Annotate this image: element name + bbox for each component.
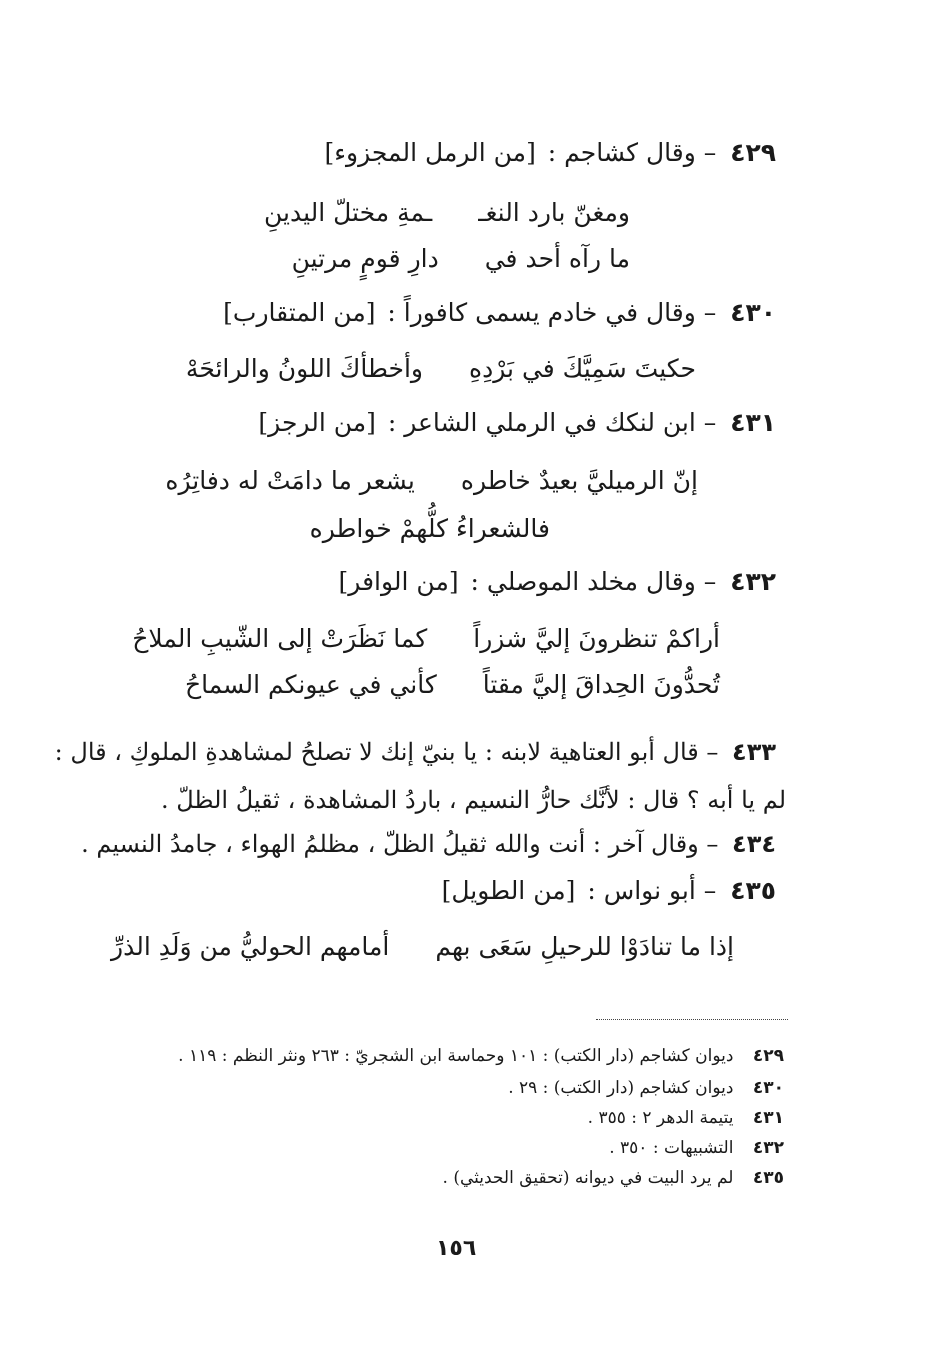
hemistich-first: إذا ما تنادَوْا للرحيلِ سَعَى بهم	[435, 932, 734, 961]
verse-line	[165, 466, 698, 495]
entry-text: – قال أبو العتاهية لابنه : يا بنيّ إنك لا تصلحُ لمشاهدةِ الملوكِ ، قال :	[54, 738, 719, 766]
hemistich-second: وأخطأكَ اللونُ والرائحَهْ	[185, 354, 424, 383]
meter-label: [من الوافر]	[338, 567, 459, 596]
hemistich-second: كما نَظَرَتْ إلى الشّيبِ الملاحُ	[132, 624, 428, 653]
footnote	[588, 1108, 784, 1128]
verse-line	[111, 932, 734, 961]
entry-text: – ابن لنكك في الرملي الشاعر :	[387, 408, 717, 437]
entry-431-heading	[258, 408, 776, 437]
entry-text: – وقال في خادم يسمى كافوراً :	[387, 298, 717, 327]
hemistich-second: يشعر ما دامَتْ له دفاتِرُه	[165, 466, 415, 495]
hemistich-first: حكيتَ سَمِيَّكَ في بَرْدِهِ	[469, 354, 696, 383]
entry-text: – أبو نواس :	[587, 876, 717, 905]
page-number: ١٥٦	[436, 1236, 477, 1261]
entry-text: – وقال كشاجم :	[547, 138, 717, 167]
footnote-text: يتيمة الدهر ٢ : ٣٥٥ .	[587, 1108, 734, 1128]
hemistich-second: كأني في عيونكم السماحُ	[184, 670, 437, 699]
entry-number: ٤٢٩	[730, 138, 776, 167]
hemistich-first: تُحدُّونَ الحِداقَ إليَّ مقتاً	[482, 670, 720, 699]
entry-text: – وقال مخلد الموصلي :	[470, 567, 717, 596]
verse-line	[264, 198, 630, 227]
footnote	[178, 1046, 784, 1066]
hemistich-second: أمامهم الحوليُّ من وَلَدِ الذرِّ	[111, 932, 390, 961]
verse-line	[186, 354, 696, 383]
entry-number: ٤٣١	[730, 408, 776, 437]
hemistich-first: ومغنّ بارد النغـ	[478, 198, 630, 227]
hemistich-first: ما رآه أحد في	[484, 244, 630, 273]
verse-line	[185, 670, 720, 699]
footnote-number: ٤٣٥	[752, 1168, 784, 1188]
meter-label: [من الطويل]	[441, 876, 576, 905]
hemistich-first: أراكمْ تنظرونَ إليَّ شزراً	[473, 624, 720, 653]
footnote-text: ديوان كشاجم (دار الكتب) : ٢٩ .	[508, 1078, 734, 1098]
entry-number: ٤٣٥	[730, 876, 776, 905]
footnote	[508, 1078, 784, 1098]
footnote	[609, 1138, 784, 1158]
meter-label: [من الرجز]	[258, 408, 376, 437]
entry-number: ٤٣٠	[730, 298, 776, 327]
footnote-number: ٤٢٩	[752, 1046, 784, 1066]
entry-number: ٤٣٣	[732, 738, 776, 766]
hemistich-second: دارِ قومٍ مرتينِ	[291, 244, 439, 273]
footnote-text: ديوان كشاجم (دار الكتب) : ١٠١ وحماسة ابن الشجريّ : ٢٦٣ ونثر النظم : ١١٩ .	[178, 1046, 734, 1066]
entry-432-heading	[339, 567, 776, 596]
footnote-number: ٤٣١	[752, 1108, 784, 1128]
entry-number: ٤٣٢	[730, 567, 776, 596]
verse-line	[132, 624, 720, 653]
meter-label: [من الرمل المجزوء]	[324, 138, 536, 167]
hemistich-second: ـمةِ مختلّ اليدينِ	[263, 198, 433, 227]
entry-429-heading	[325, 138, 776, 167]
footnote-text: التشبيهات : ٣٥٠ .	[609, 1138, 734, 1158]
footnote-number: ٤٣٠	[752, 1078, 784, 1098]
entry-number: ٤٣٤	[732, 830, 776, 858]
verse-continuation: فالشعراءُ كلُّهمْ خواطره	[309, 514, 550, 543]
entry-text: – وقال آخر : أنت والله ثقيلُ الظلّ ، مظلمُ الهواء ، جامدُ النسيم .	[81, 830, 719, 858]
entry-435-heading	[442, 876, 776, 905]
entry-434	[81, 830, 776, 858]
entry-433-line2: لم يا أبه ؟ قال : لأنَّك حارُّ النسيم ، باردُ المشاهدة ، ثقيلُ الظلّ .	[160, 786, 786, 814]
entry-433-line1	[55, 738, 776, 766]
footnote	[443, 1168, 784, 1188]
verse-line	[292, 244, 630, 273]
footnote-text: لم يرد البيت في ديوانه (تحقيق الحديثي) .	[442, 1168, 734, 1188]
meter-label: [من المتقارب]	[223, 298, 376, 327]
hemistich-first: إنّ الرميليَّ بعيدٌ خاطره	[460, 466, 698, 495]
footnote-separator	[596, 1019, 788, 1020]
entry-430-heading	[223, 298, 776, 327]
footnote-number: ٤٣٢	[752, 1138, 784, 1158]
